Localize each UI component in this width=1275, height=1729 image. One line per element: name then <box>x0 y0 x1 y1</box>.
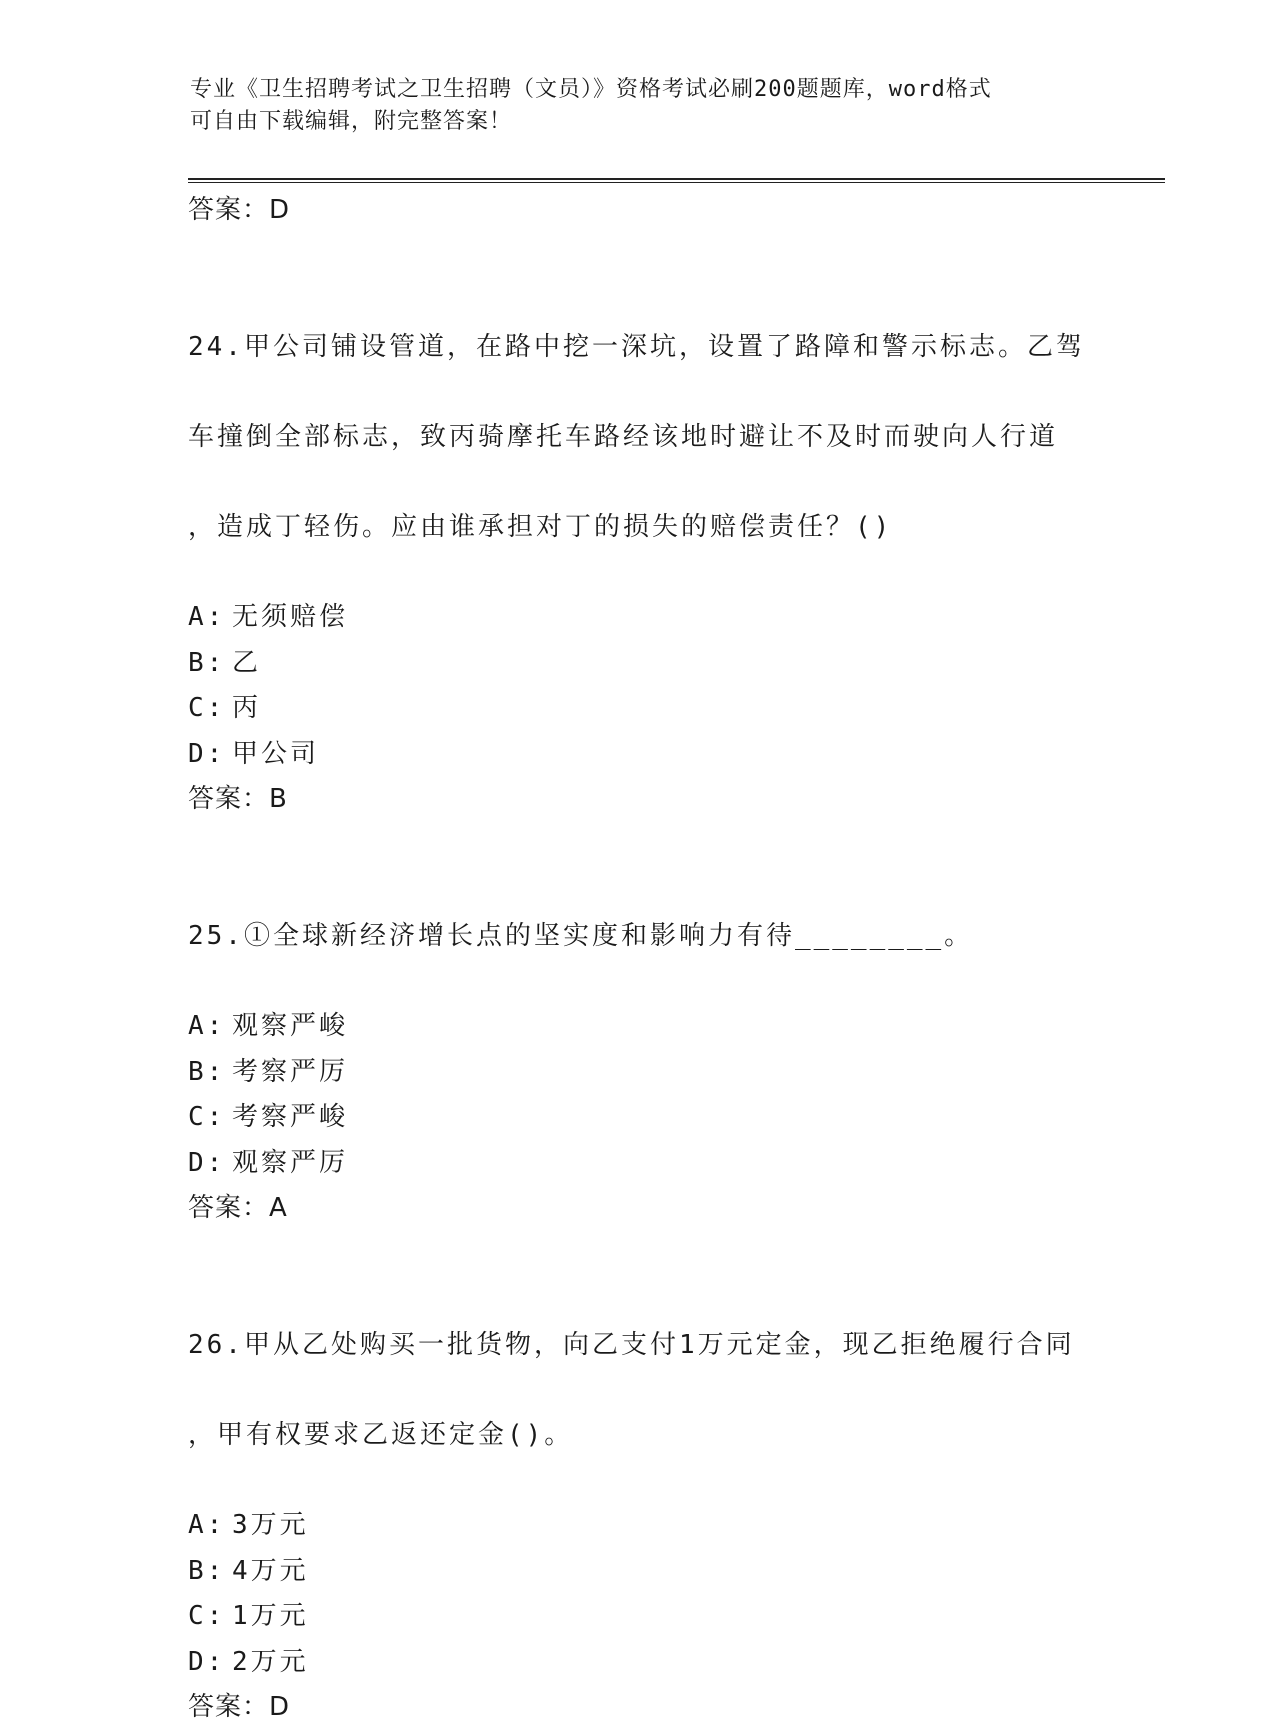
question-block <box>188 869 1088 1230</box>
option-label: D: <box>188 1147 226 1178</box>
answer-prefix: 答案： <box>188 1193 270 1223</box>
option-b <box>188 1050 1088 1096</box>
option-c <box>188 1095 1088 1141</box>
answer-prefix: 答案： <box>188 195 270 225</box>
option-a <box>188 595 1088 641</box>
option-label: C: <box>188 1102 226 1132</box>
option-text: 观察严峻 <box>232 1011 349 1041</box>
option-text: 4万元 <box>232 1555 309 1586</box>
option-d <box>188 1640 1088 1686</box>
option-d <box>188 1141 1088 1187</box>
question-answer <box>188 777 1088 821</box>
question-text <box>188 869 1088 1004</box>
option-text: 无须赔偿 <box>232 602 349 632</box>
question-block <box>188 1278 1088 1729</box>
option-label: B: <box>188 1056 226 1087</box>
option-c <box>188 1594 1088 1640</box>
option-text: 考察严厉 <box>232 1056 349 1087</box>
option-label: A: <box>188 602 226 632</box>
option-label: B: <box>188 1555 226 1586</box>
header-line-1: 专业《卫生招聘考试之卫生招聘（文员）》资格考试必刷200题题库，word格式 <box>190 77 992 102</box>
option-text: 3万元 <box>232 1510 309 1540</box>
option-text: 甲公司 <box>232 738 320 769</box>
option-label: A: <box>188 1011 226 1041</box>
question-line: 25.①全球新经济增长点的坚实度和影响力有待________。 <box>188 921 974 951</box>
option-text: 1万元 <box>232 1601 309 1631</box>
option-text: 2万元 <box>232 1646 309 1677</box>
option-label: C: <box>188 693 226 723</box>
option-label: D: <box>188 738 226 769</box>
question-answer <box>188 1685 1088 1729</box>
option-label: D: <box>188 1646 226 1677</box>
question-answer <box>188 1186 1088 1230</box>
answer-value: D <box>269 1692 291 1722</box>
answer-value: D <box>269 195 291 225</box>
option-label: B: <box>188 647 226 678</box>
answer-value: A <box>269 1193 288 1223</box>
header-line-2: 可自由下载编辑，附完整答案！ <box>190 109 513 134</box>
option-d <box>188 732 1088 778</box>
option-label: A: <box>188 1510 226 1540</box>
question-list <box>188 188 1088 1729</box>
option-text: 丙 <box>232 693 262 723</box>
question-block <box>188 280 1088 821</box>
option-a <box>188 1503 1088 1549</box>
document-header <box>190 74 1090 138</box>
option-b <box>188 1549 1088 1595</box>
option-label: C: <box>188 1601 226 1631</box>
question-line: 车撞倒全部标志，致丙骑摩托车路经该地时避让不及时而驶向人行道 <box>188 422 1059 452</box>
option-text: 考察严峻 <box>232 1102 349 1132</box>
question-line: ，甲有权要求乙返还定金()。 <box>188 1420 574 1450</box>
question-text <box>188 1278 1088 1503</box>
previous-answer <box>188 188 1088 232</box>
question-line: 26.甲从乙处购买一批货物，向乙支付1万元定金，现乙拒绝履行合同 <box>188 1330 1075 1360</box>
question-line: ，造成丁轻伤。应由谁承担对丁的损失的赔偿责任？() <box>188 512 893 542</box>
option-a <box>188 1004 1088 1050</box>
answer-prefix: 答案： <box>188 1692 270 1722</box>
question-line: 24.甲公司铺设管道，在路中挖一深坑，设置了路障和警示标志。乙驾 <box>188 332 1085 362</box>
option-c <box>188 686 1088 732</box>
option-b <box>188 641 1088 687</box>
option-text: 观察严厉 <box>232 1147 349 1178</box>
answer-value: B <box>269 784 288 814</box>
header-divider <box>188 178 1165 183</box>
answer-prefix: 答案： <box>188 784 270 814</box>
question-text <box>188 280 1088 595</box>
option-text: 乙 <box>232 647 262 678</box>
